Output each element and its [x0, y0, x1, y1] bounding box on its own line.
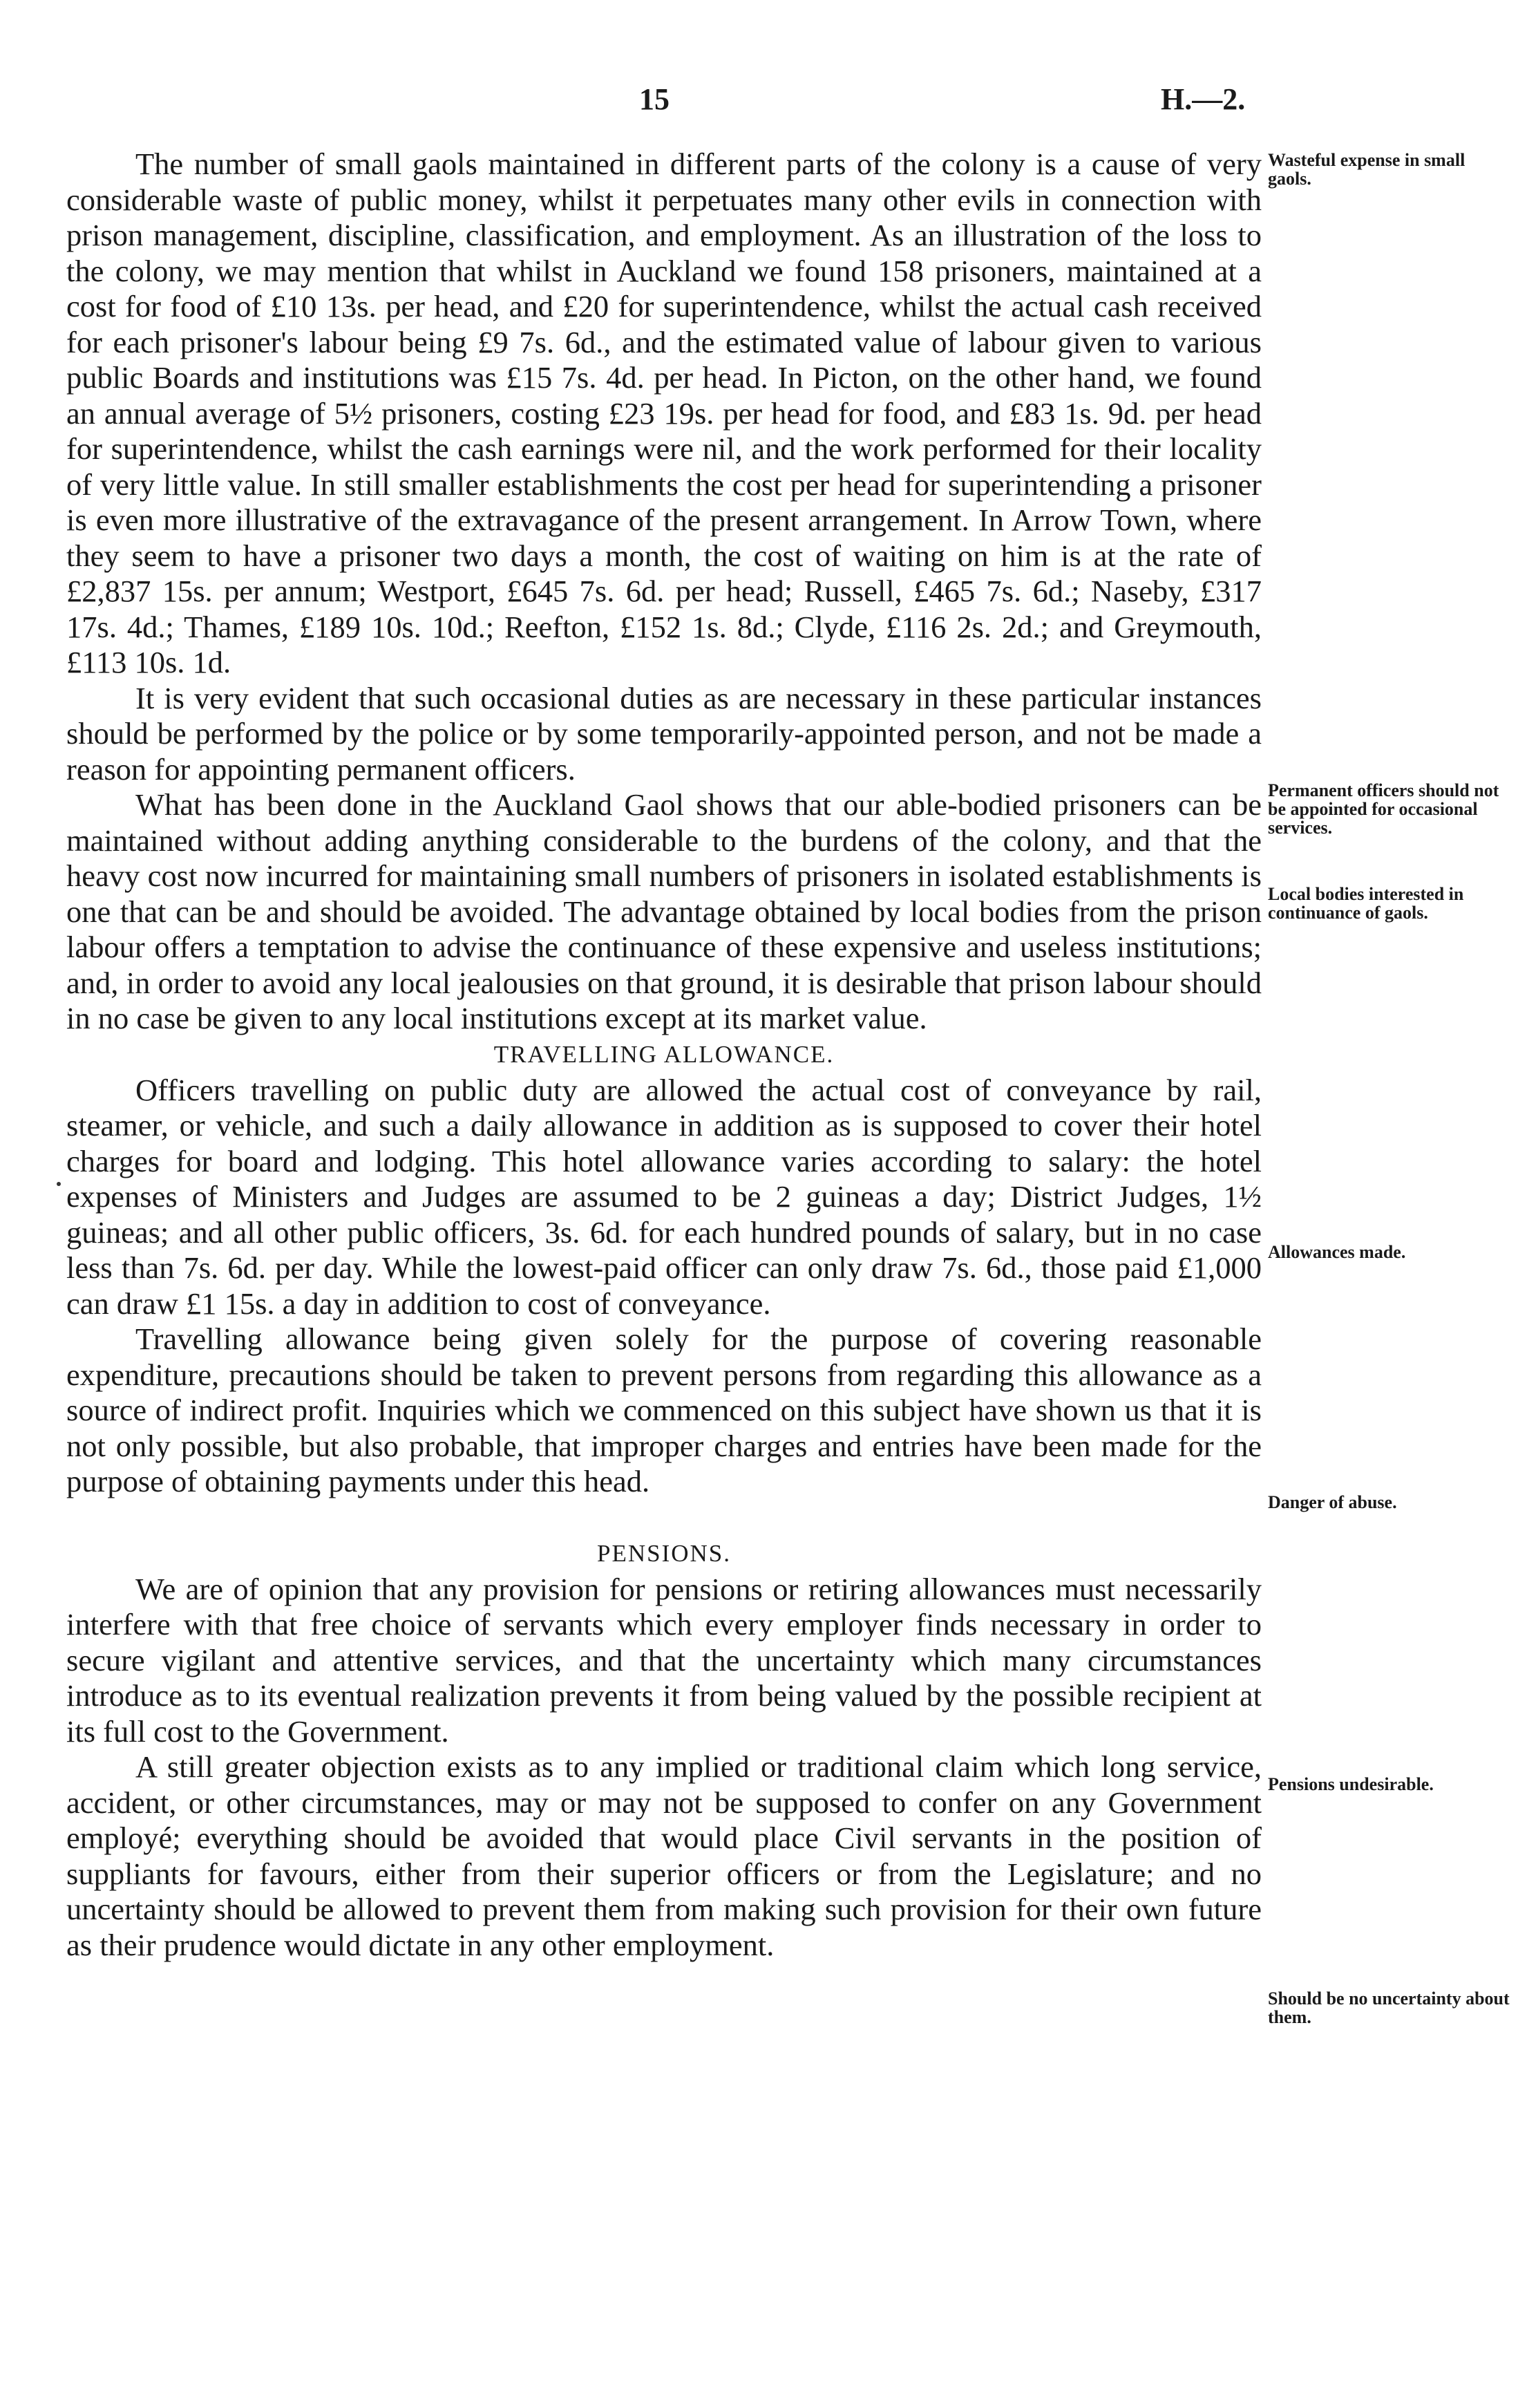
paragraph-implied-claims: A still greater objection exists as to any implied or traditional claim which long service, accident, or other circumstances, may or may not be supposed to confer on any Government employé; everything should be avoided that would place Civil servants in the position of suppliants for favours, either from their superior officers or from the Legislature; and no uncertainty should be allowed to prevent them from making such provision for their own future as their prudence would dictate in any other employment. [66, 1749, 1262, 1962]
paragraph-occasional-duties: It is very evident that such occasional duties as are necessary in these particular instances should be performed by the police or by some temporarily-appointed person, and not be made a reason for appointing permanent officers. [66, 680, 1262, 787]
ink-speck [57, 1182, 61, 1186]
section-heading-pensions: PENSIONS. [596, 1539, 731, 1567]
document-reference: H.—2. [1161, 82, 1246, 116]
margin-note-should-be-no-uncertainty: Should be no uncertainty about them. [1268, 1988, 1510, 2027]
margin-note-permanent-officers: Permanent officers should not be appointed for occasional services. [1268, 780, 1499, 838]
page-number: 15 [639, 82, 670, 116]
section-heading-travelling-allowance: TRAVELLING ALLOWANCE. [493, 1040, 835, 1068]
paragraph-pensions: We are of opinion that any provision for pensions or retiring allowances must necessarily interfere with that free choice of servants which every employer finds necessary in order to secure vigilant and attentive services, and that the uncertainty which many circumstances introduce as to its eventual realization prevents it from being valued by the possible recipient at its full cost to the Government. [66, 1571, 1262, 1749]
paragraph-travelling-allowance: Officers travelling on public duty are allowed the actual cost of conveyance by rail, steamer, or vehicle, and such a daily allowance in addition as is supposed to cover their hotel charges for board and lodging. This hotel allowance varies according to salary: the hotel expenses of Ministers and Judges are assumed to be 2 guineas a day; District Judges, 1½ guineas; and all other public officers, 3s. 6d. for each hundred pounds of salary, but in no case less than 7s. 6d. per day. While the lowest-paid officer can only draw 7s. 6d., those paid £1,000 can draw £1 15s. a day in addition to cost of conveyance. [66, 1072, 1262, 1321]
margin-note-allowances-made: Allowances made. [1268, 1242, 1406, 1262]
page-header [0, 82, 1518, 123]
section-spacer [66, 1500, 1262, 1536]
margin-note-wasteful-expense: Wasteful expense in small gaols. [1268, 150, 1465, 189]
paragraph-travelling-abuse: Travelling allowance being given solely for the purpose of covering reasonable expenditure, precautions should be taken to prevent persons from regarding this allowance as a source of indirect profit. Inquiries which we commenced on this subject have shown us that it is not only possible, but also probable, that improper charges and entries have been made for the purpose of obtaining payments under this head. [66, 1321, 1262, 1498]
margin-note-pensions-undesirable: Pensions undesirable. [1268, 1774, 1434, 1794]
margin-note-local-bodies: Local bodies interested in continuance of gaols. [1268, 884, 1464, 923]
paragraph-small-gaols: The number of small gaols maintained in different parts of the colony is a cause of very considerable waste of public money, whilst it perpetuates many other evils in connection with prison management, discipline, classification, and employment. As an illustration of the loss to the colony, we may mention that whilst in Auckland we found 158 prisoners, maintained at a cost for food of £10 13s. per head, and £20 for superintendence, whilst the actual cash received for each prisoner's labour being £9 7s. 6d., and the estimated value of labour given to various public Boards and institutions was £15 7s. 4d. per head. In Picton, on the other hand, we found an annual average of 5½ prisoners, costing £23 19s. per head for food, and £83 1s. 9d. per head for superintendence, whilst the cash earnings were nil, and the work performed for their locality of very little value. In still smaller establishments the cost per head for superintending a prisoner is even more illustrative of the extravagance of the present arrangement. In Arrow Town, where they seem to have a prisoner two days a month, the cost of waiting on him is at the rate of £2,837 15s. per annum; Westport, £645 7s. 6d. per head; Russell, £465 7s. 6d.; Naseby, £317 17s. 4d.; Thames, £189 10s. 10d.; Reefton, £152 1s. 8d.; Clyde, £116 2s. 2d.; and Greymouth, £113 10s. 1d. [66, 147, 1262, 679]
body-column [66, 147, 1262, 1963]
paragraph-auckland-gaol: What has been done in the Auckland Gaol shows that our able-bodied prisoners can be maintained without adding anything considerable to the burdens of the colony, and that the heavy cost now incurred for maintaining small numbers of prisoners in isolated establishments is one that can be and should be avoided. The advantage obtained by local bodies from the prison labour offers a temptation to advise the continuance of these expensive and useless institutions; and, in order to avoid any local jealousies on that ground, it is desirable that prison labour should in no case be given to any local institutions except at its market value. [66, 787, 1262, 1035]
margin-note-danger-of-abuse: Danger of abuse. [1268, 1492, 1397, 1512]
